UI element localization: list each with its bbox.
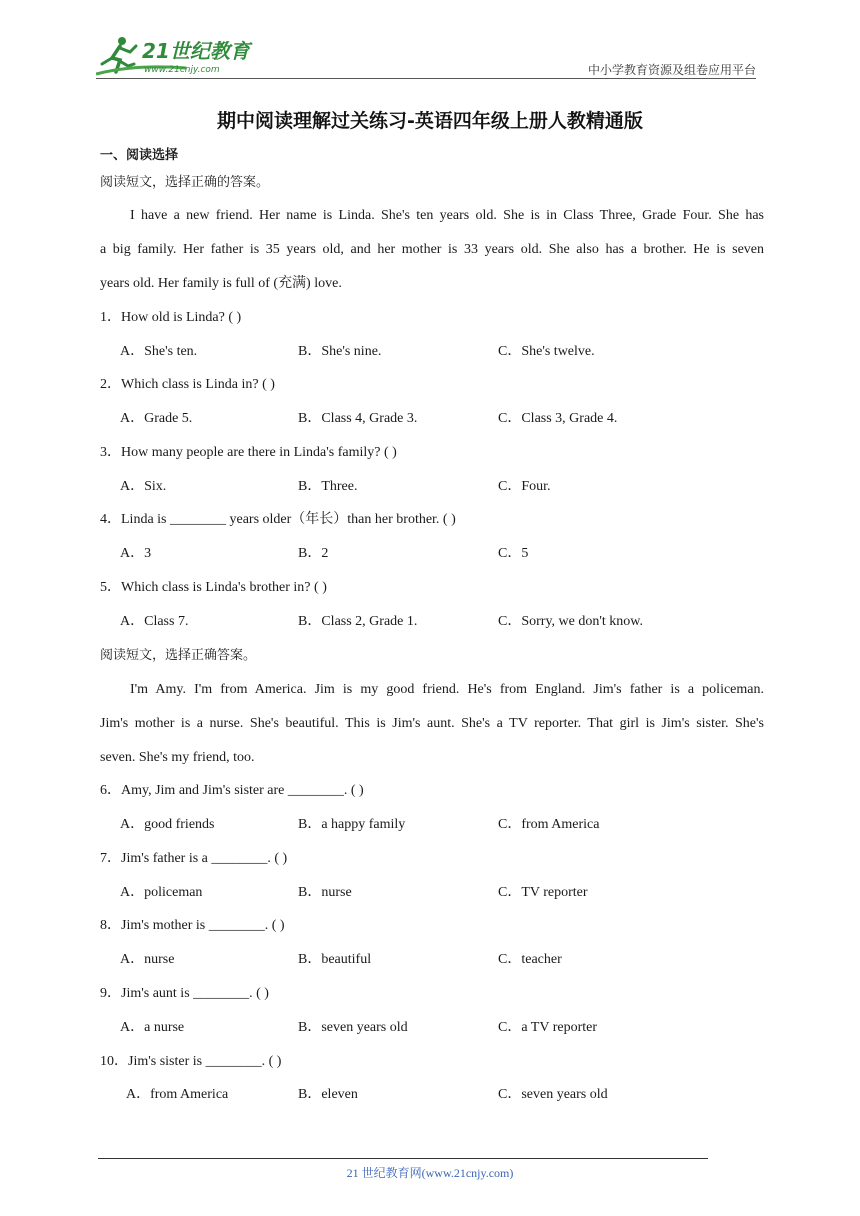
logo-url: www.21cnjy.com bbox=[144, 65, 220, 75]
question-3-option-a[interactable]: A．Six. bbox=[120, 479, 167, 494]
question-5-option-b[interactable]: B．Class 2, Grade 1. bbox=[298, 614, 418, 629]
logo-text: 21世纪教育 bbox=[142, 39, 250, 63]
question-9-option-a[interactable]: A．a nurse bbox=[120, 1020, 185, 1035]
question-3-option-c[interactable]: C．Four. bbox=[498, 479, 551, 494]
passage-2 bbox=[100, 679, 764, 781]
passage-2-instruction: 阅读短文，选择正确答案。 bbox=[100, 648, 257, 663]
site-name: 中小学教育资源及组卷应用平台 bbox=[587, 63, 756, 77]
question-7-option-a[interactable]: A．policeman bbox=[120, 885, 203, 900]
page-title: 期中阅读理解过关练习-英语四年级上册人教精通版 bbox=[217, 110, 643, 132]
passage-2-line: Jim's mother is a nurse. She's beautiful. This is Jim's aunt. She's a TV reporter. That girl is Jim's sister. She's bbox=[100, 716, 764, 731]
passage-1 bbox=[100, 205, 764, 307]
question-8-option-a[interactable]: A．nurse bbox=[120, 952, 175, 967]
question-3-option-b[interactable]: B．Three. bbox=[298, 479, 358, 494]
question-4-option-c[interactable]: C．5 bbox=[498, 546, 529, 561]
passage-1-line: years old. Her family is full of (充满) love. bbox=[100, 276, 342, 291]
site-logo bbox=[96, 34, 266, 78]
passage-1-line: I have a new friend. Her name is Linda. She's ten years old. She is in Class Three, Grade Four. She has bbox=[130, 208, 764, 223]
question-2-option-b[interactable]: B．Class 4, Grade 3. bbox=[298, 411, 418, 426]
header-divider bbox=[96, 78, 756, 79]
question-1-option-a[interactable]: A．She's ten. bbox=[120, 344, 198, 359]
question-4-option-b[interactable]: B．2 bbox=[298, 546, 329, 561]
question-2-option-c[interactable]: C．Class 3, Grade 4. bbox=[498, 411, 618, 426]
passage-1-line: a big family. Her father is 35 years old, and her mother is 33 years old. She also has a brother. He is seven bbox=[100, 242, 764, 257]
question-2: 2．Which class is Linda in? ( ) bbox=[100, 377, 275, 392]
passage-2-line: I'm Amy. I'm from America. Jim is my good friend. He's from England. Jim's father is a policeman. bbox=[130, 682, 764, 697]
question-7-option-b[interactable]: B．nurse bbox=[298, 885, 352, 900]
question-5-option-a[interactable]: A．Class 7. bbox=[120, 614, 189, 629]
question-1-option-c[interactable]: C．She's twelve. bbox=[498, 344, 595, 359]
question-5-option-c[interactable]: C．Sorry, we don't know. bbox=[498, 614, 643, 629]
question-1: 1．How old is Linda? ( ) bbox=[100, 310, 242, 325]
footer-link[interactable]: 21 世纪教育网(www.21cnjy.com) bbox=[346, 1166, 514, 1180]
question-10-option-a[interactable]: A．from America bbox=[126, 1087, 229, 1102]
question-10-option-b[interactable]: B．eleven bbox=[298, 1087, 358, 1102]
section-heading: 一、阅读选择 bbox=[100, 148, 179, 163]
question-9-option-b[interactable]: B．seven years old bbox=[298, 1020, 408, 1035]
question-4: 4．Linda is ________ years older（年长）than her brother. ( ) bbox=[100, 512, 456, 527]
question-8-option-b[interactable]: B．beautiful bbox=[298, 952, 372, 967]
page-header bbox=[96, 34, 756, 80]
question-6-option-c[interactable]: C．from America bbox=[498, 817, 600, 832]
question-7-option-c[interactable]: C．TV reporter bbox=[498, 885, 588, 900]
question-9-option-c[interactable]: C．a TV reporter bbox=[498, 1020, 598, 1035]
question-6: 6．Amy, Jim and Jim's sister are ________. ( ) bbox=[100, 783, 364, 798]
question-2-option-a[interactable]: A．Grade 5. bbox=[120, 411, 193, 426]
question-1-option-b[interactable]: B．She's nine. bbox=[298, 344, 382, 359]
question-8-option-c[interactable]: C．teacher bbox=[498, 952, 562, 967]
question-9: 9．Jim's aunt is ________. ( ) bbox=[100, 986, 269, 1001]
question-6-option-a[interactable]: A．good friends bbox=[120, 817, 215, 832]
passage-2-line: seven. She's my friend, too. bbox=[100, 750, 255, 765]
passage-1-instruction: 阅读短文，选择正确的答案。 bbox=[100, 175, 270, 190]
question-3: 3．How many people are there in Linda's family? ( ) bbox=[100, 445, 397, 460]
question-10-option-c[interactable]: C．seven years old bbox=[498, 1087, 608, 1102]
question-6-option-b[interactable]: B．a happy family bbox=[298, 817, 406, 832]
question-8: 8．Jim's mother is ________. ( ) bbox=[100, 918, 285, 933]
question-10: 10．Jim's sister is ________. ( ) bbox=[100, 1054, 282, 1069]
question-4-option-a[interactable]: A．3 bbox=[120, 546, 152, 561]
question-5: 5．Which class is Linda's brother in? ( ) bbox=[100, 580, 327, 595]
footer-divider bbox=[98, 1158, 708, 1159]
question-7: 7．Jim's father is a ________. ( ) bbox=[100, 851, 288, 866]
